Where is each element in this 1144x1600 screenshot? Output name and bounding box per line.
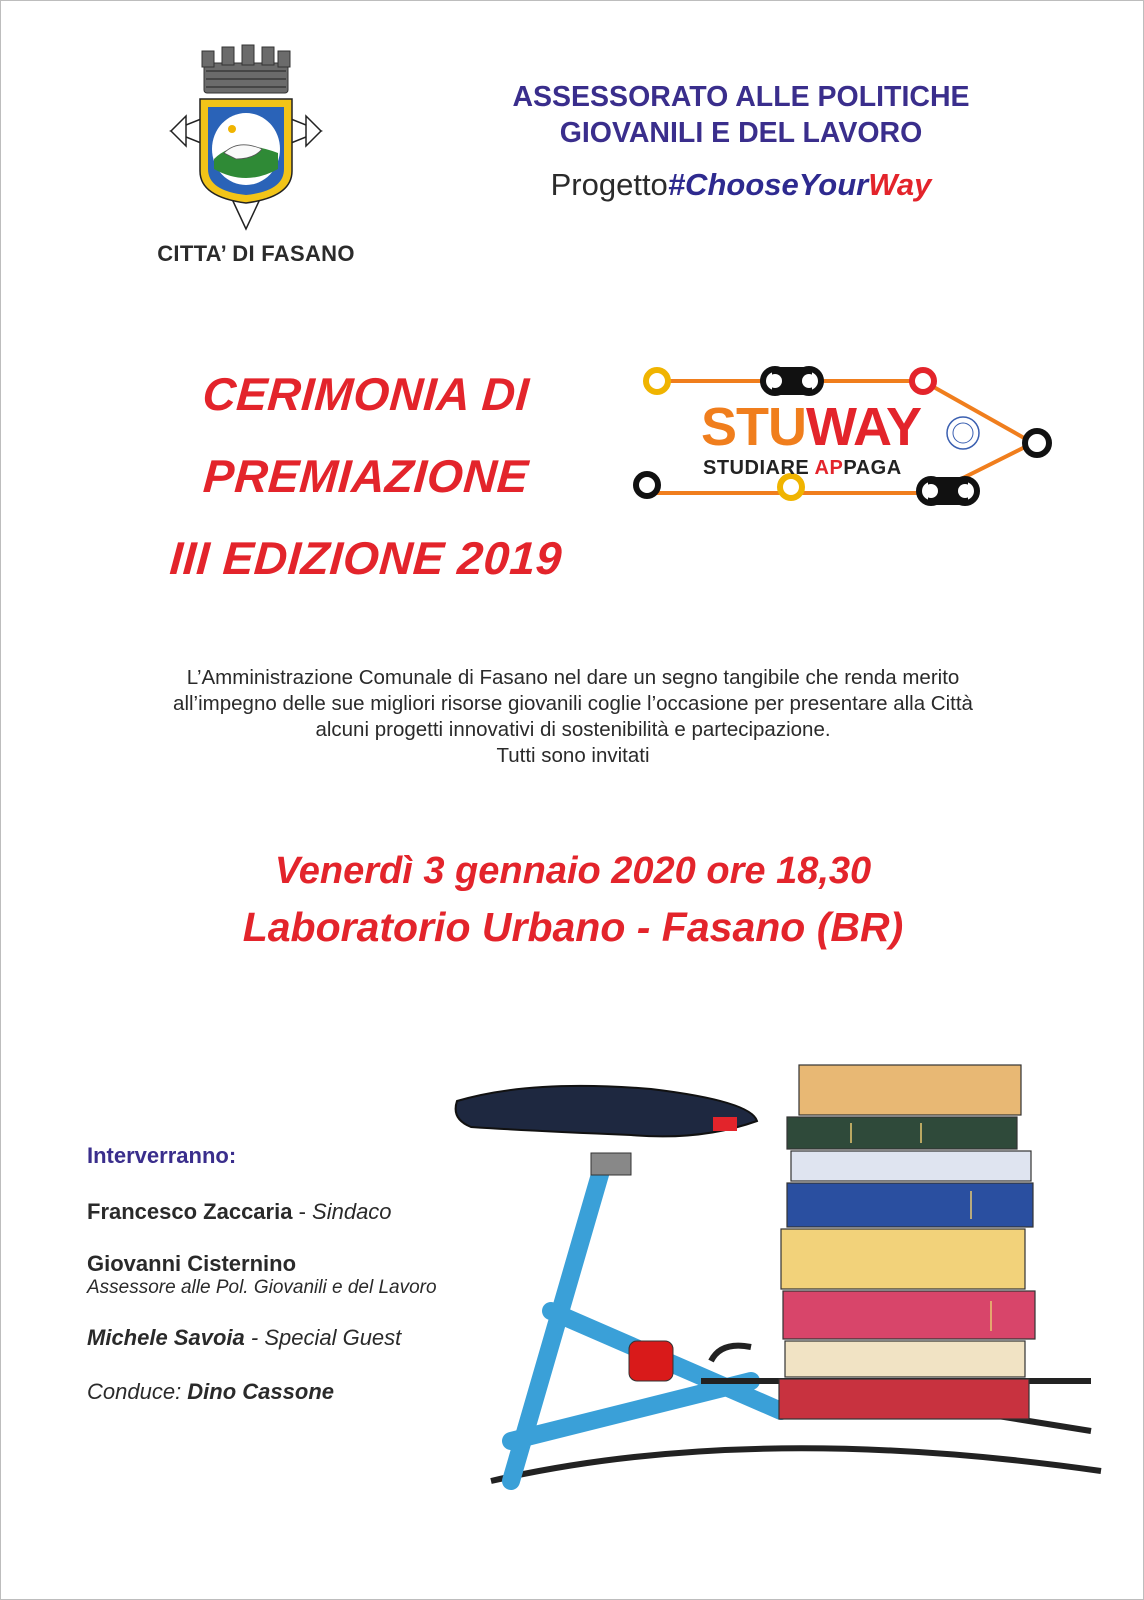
ceremony-line: III EDIZIONE 2019: [168, 532, 564, 584]
speaker-role: Special Guest: [264, 1325, 402, 1350]
event-date: Venerdì 3 gennaio 2020 ore 18,30: [274, 850, 872, 892]
tagline-part: AP: [814, 457, 844, 479]
description-line: alcuni progetti innovativi di sostenibilità e partecipazione.: [315, 718, 831, 741]
office-heading: [461, 79, 1021, 151]
tagline-part: PAGA: [843, 457, 902, 479]
event-description: [81, 665, 1065, 769]
host-label: Conduce:: [87, 1379, 188, 1404]
ceremony-line: CERIMONIA DI: [201, 368, 531, 420]
speaker-name: Francesco Zaccaria: [87, 1199, 293, 1224]
hashtag-part: Way: [868, 167, 932, 202]
project-title: [461, 167, 1021, 203]
office-line: ASSESSORATO ALLE POLITICHE: [512, 81, 970, 113]
host-name: Dino Cassone: [187, 1379, 334, 1404]
bicycle-books-illustration: [451, 1061, 1131, 1521]
description-line: Tutti sono invitati: [496, 744, 650, 767]
speaker-name: Michele Savoia: [87, 1325, 245, 1350]
office-line: GIOVANILI E DEL LAVORO: [559, 117, 923, 149]
stuway-wordmark: [701, 397, 921, 457]
wordmark-part: STU: [701, 397, 806, 457]
stuway-tagline: [703, 457, 902, 480]
project-label: Progetto: [550, 167, 668, 202]
speaker-separator: -: [292, 1199, 313, 1224]
wordmark-part: WAY: [806, 397, 922, 457]
event-when-where: [101, 843, 1045, 955]
speaker-role: Sindaco: [312, 1199, 392, 1224]
event-location: Laboratorio Urbano - Fasano (BR): [242, 904, 904, 950]
ceremony-line: PREMIAZIONE: [201, 450, 531, 502]
speaker-separator: -: [244, 1325, 265, 1350]
speaker-name: Giovanni Cisternino: [87, 1251, 297, 1276]
city-name: CITTA’ DI FASANO: [157, 241, 355, 266]
description-line: L’Amministrazione Comunale di Fasano nel dare un segno tangibile che renda merito: [186, 666, 960, 689]
hashtag-part: #ChooseYour: [667, 167, 869, 202]
speaker-role: Assessore alle Pol. Giovanili e del Lavoro: [87, 1277, 437, 1298]
description-line: all’impegno delle sue migliori risorse giovanili coglie l’occasione per presentare alla Città: [173, 692, 973, 715]
project-hashtag: [668, 167, 932, 202]
ceremony-title: [101, 353, 631, 599]
speakers-heading: Interverranno:: [87, 1143, 237, 1168]
city-coat-of-arms-icon: [166, 41, 326, 231]
tagline-part: STUDIARE: [703, 457, 815, 479]
